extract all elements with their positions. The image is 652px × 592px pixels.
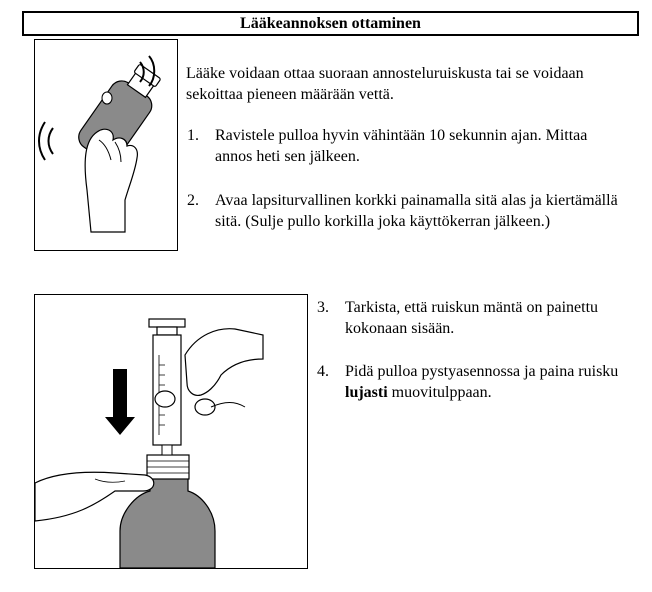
syringe-bottle-icon <box>35 295 307 568</box>
section-title-text: Lääkeannoksen ottaminen <box>240 14 421 32</box>
shake-bottle-icon <box>35 40 177 250</box>
step-text <box>345 361 645 403</box>
step-number: 2. <box>187 192 199 209</box>
step-text-bold: lujasti <box>345 384 388 401</box>
step-number: 3. <box>317 299 329 316</box>
step-text: Ravistele pulloa hyvin vähintään 10 sekunnin ajan. Mittaa annos heti sen jälkeen. <box>215 127 588 165</box>
section-title <box>22 11 639 36</box>
down-arrow-icon <box>105 369 135 435</box>
intro-text: Lääke voidaan ottaa suoraan annosteluruiskusta tai se voidaan sekoittaa pieneen määrään vettä. <box>186 65 584 103</box>
step-text: Tarkista, että ruiskun mäntä on painettu kokonaan sisään. <box>345 299 599 337</box>
shake-bottle-illustration <box>34 39 178 251</box>
insert-syringe-illustration <box>34 294 308 569</box>
step-text-before: Pidä pulloa pystyasennossa ja paina ruisku <box>345 363 619 380</box>
step-number: 4. <box>317 363 329 380</box>
step-text: Avaa lapsiturvallinen korkki painamalla sitä alas ja kiertämällä sitä. (Sulje pullo korkilla joka käyttökerran jälkeen.) <box>215 192 618 230</box>
step-number: 1. <box>187 127 199 144</box>
step-text-after: muovitulppaan. <box>387 384 492 401</box>
